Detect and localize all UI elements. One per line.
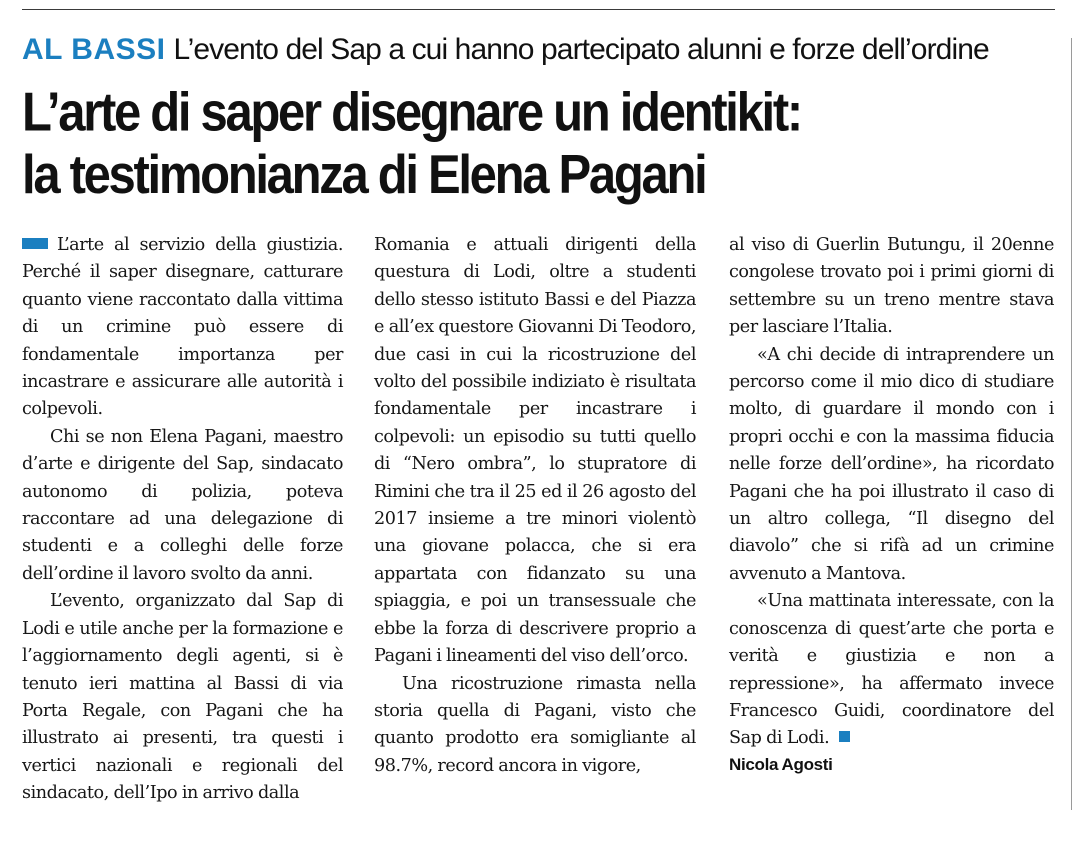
bullet-square-icon [22,238,48,249]
paragraph-1-text: L’arte al servizio della giustizia. Perché il saper disegnare, catturare quanto viene raccontato dalla vittima di un crimine può essere di fondamentale importanza per incastrare e assicurare alle autorità i colpevoli. [22,235,343,420]
paragraph-2: Chi se non Elena Pagani, maestro d’arte e dirigente del Sap, sindacato autonomo di polizia, poteva raccontare ad una delegazione di studenti e a colleghi delle forze dell’ordine il lavoro svolto da anni. [22,426,343,584]
article-column-3 [729,232,1054,777]
byline: Nicola Agosti [729,754,833,774]
headline-line-1: L’arte di saper disegnare un identikit: [22,82,801,143]
headline-line-2: la testimonianza di Elena Pagani [22,144,706,206]
top-rule [22,9,1055,10]
headline [22,81,801,206]
paragraph-6-text: «Una mattinata interessate, con la conoscenza di quest’arte che porta e verità e giustizia e non a repressione», ha affermato invece Francesco Guidi, coordinatore del Sap di Lodi. [729,591,1054,749]
end-square-icon [839,731,850,742]
kicker-label: AL BASSI [22,33,166,66]
paragraph-1 [22,232,343,424]
paragraph-6 [729,588,1054,752]
paragraph-3: L’evento, organizzato dal Sap di Lodi e utile anche per la formazione e l’aggiornamento degli agenti, si è tenuto ieri mattina al Bassi di via Porta Regale, con Pagani che ha illustrato ai presenti, tra questi i vertici nazionali e regionali del sindacato, dell’Ipo in arrivo dalla [22,591,343,804]
kicker [22,31,989,69]
paragraph-4: Una ricostruzione rimasta nella storia quella di Pagani, visto che quanto prodotto era somigliante al 98.7%, record ancora in vigore, [374,673,696,776]
paragraph-5: «A chi decide di intraprendere un percorso come il mio dico di studiare molto, di guardare il mondo con i propri occhi e con la massima fiducia nelle forze dell’ordine», ha ricordato Pagani che ha poi illustrato il caso di un altro collega, “Il disegno del diavolo” che si rifà ad un crimine avvenuto a Mantova. [729,344,1054,584]
kicker-text: L’evento del Sap a cui hanno partecipato alunni e forze dell’ordine [173,33,989,66]
paragraph-4-continued: al viso di Guerlin Butungu, il 20enne congolese trovato poi i primi giorni di settembre su un treno mentre stava per lasciare l’Italia. [729,235,1054,338]
column-rule [1071,38,1072,810]
paragraph-3-continued: Romania e attuali dirigenti della questura di Lodi, oltre a studenti dello stesso istituto Bassi e del Piazza e all’ex questore Giovanni Di Teodoro, due casi in cui la ricostruzione del volto del possibile indiziato è risultata fondamentale per incastrare i colpevoli: un episodio su tutti quello di “Nero ombra”, lo stupratore di Rimini che tra il 25 ed il 26 agosto del 2017 insieme a tre minori violentò una giovane polacca, che si era appartata con fidanzato su una spiaggia, e poi un transessuale che ebbe la forza di descrivere proprio a Pagani i lineamenti del viso dell’orco. [374,235,696,667]
article-column-1 [22,232,343,808]
article-column-2 [374,232,696,780]
